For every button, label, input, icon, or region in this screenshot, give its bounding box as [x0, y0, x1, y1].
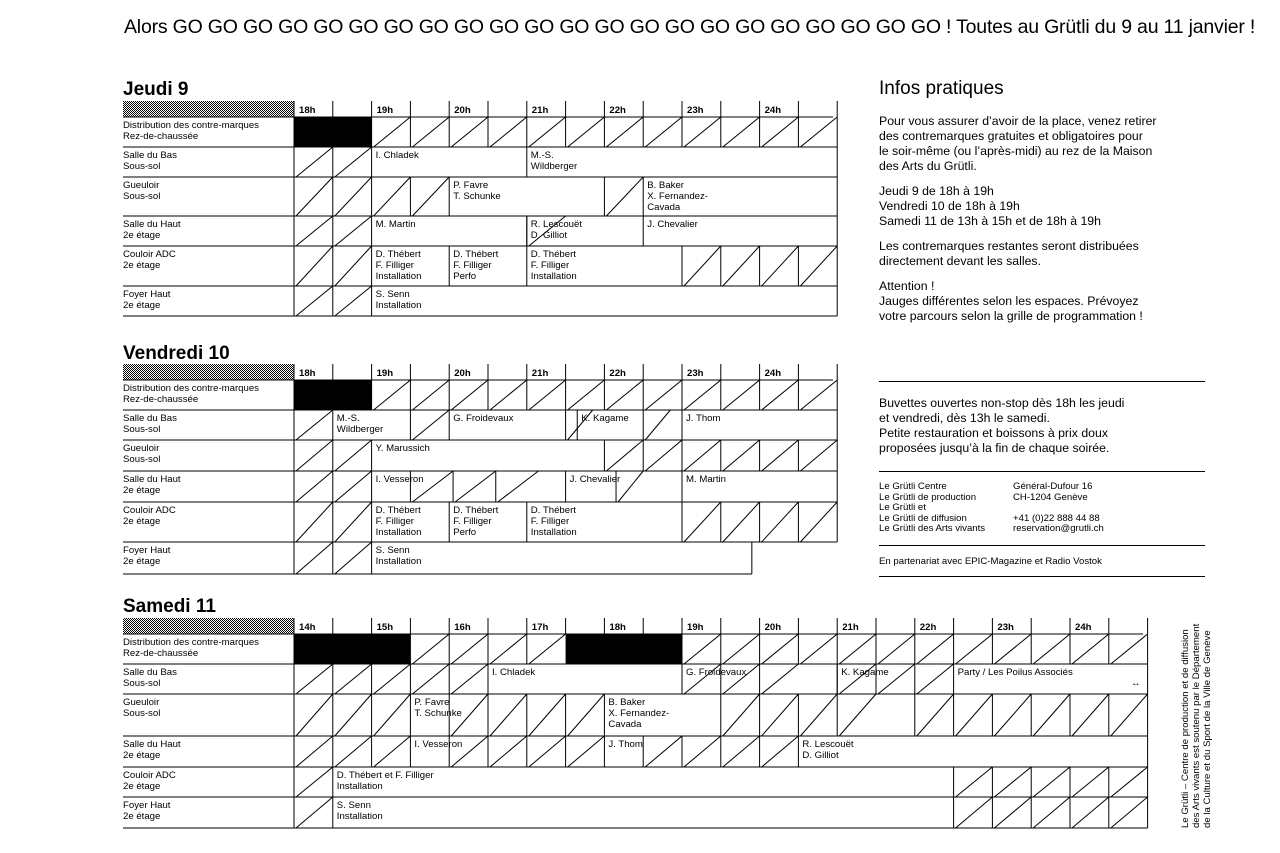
room-label: Sous-sol — [123, 454, 161, 465]
event-label: Perfo — [453, 527, 477, 538]
hour-label: 14h — [299, 622, 316, 633]
hour-label: 16h — [454, 622, 471, 633]
room-label: Couloir ADC — [123, 770, 176, 781]
arrow-icon: ↔ — [1131, 678, 1141, 689]
hour-label: 22h — [919, 622, 937, 633]
event-label: F. Filliger — [453, 260, 492, 271]
event-label: Wildberger — [530, 161, 578, 172]
room-label: Distribution des contre-marques — [123, 120, 259, 131]
hour-label: 17h — [531, 622, 549, 633]
schedule-grid-vendredi — [123, 364, 837, 574]
infos-title: Infos pratiques — [879, 78, 1004, 99]
event-label: G. Froidevaux — [686, 667, 747, 678]
header-dotted-band — [123, 101, 294, 117]
room-label: Salle du Haut — [123, 219, 181, 230]
distribution-block — [294, 634, 410, 664]
room-label: Distribution des contre-marques — [123, 637, 259, 648]
room-label: Sous-sol — [123, 708, 161, 719]
hour-label: 19h — [376, 368, 394, 379]
divider — [879, 381, 1205, 382]
room-label: 2e étage — [123, 485, 161, 496]
event-label: Installation — [336, 811, 383, 822]
contact-address: Général-Dufour 16 CH-1204 Genève +41 (0)22 888 44 88 reservation@grutli.ch — [1013, 481, 1104, 534]
event-label: F. Filliger — [453, 516, 492, 527]
event-label: T. Schunke — [414, 708, 462, 719]
event-label: Cavada — [608, 719, 642, 730]
contact-names: Le Grütli Centre Le Grütli de production Le Grütli et Le Grütli de diffusion Le Grütli des Arts vivants — [879, 481, 986, 534]
hour-label: 15h — [376, 622, 394, 633]
hour-label: 19h — [687, 622, 704, 633]
event-label: D. Thébert — [453, 505, 499, 516]
event-label: B. Baker — [647, 180, 684, 191]
room-label: 2e étage — [123, 230, 161, 241]
event-label: Installation — [530, 527, 577, 538]
event-label: D. Gilliot — [530, 230, 568, 241]
room-label: Foyer Haut — [123, 289, 171, 300]
room-label: Foyer Haut — [123, 545, 171, 556]
event-label: J. Chevalier — [569, 474, 621, 485]
event-label: D. Thébert — [453, 249, 499, 260]
room-label: Salle du Haut — [123, 474, 181, 485]
event-label: K. Kagame — [841, 667, 889, 678]
room-label: 2e étage — [123, 781, 161, 792]
schedule-grid-jeudi — [123, 101, 837, 316]
event-label: I. Vesseron — [414, 739, 463, 750]
event-label: G. Froidevaux — [453, 413, 514, 424]
hour-label: 20h — [454, 105, 471, 116]
room-label: Gueuloir — [123, 443, 160, 454]
hour-label: 22h — [609, 105, 626, 116]
event-label: B. Baker — [608, 697, 646, 708]
event-label: K. Kagame — [581, 413, 629, 424]
event-label: S. Senn — [375, 289, 410, 300]
event-label: Installation — [375, 271, 422, 282]
event-label: D. Gilliot — [802, 750, 839, 761]
event-label: F. Filliger — [375, 260, 414, 271]
hour-label: 20h — [454, 368, 471, 379]
hour-label: 21h — [531, 105, 549, 116]
hour-label: 24h — [764, 368, 782, 379]
hour-label: 23h — [687, 368, 704, 379]
schedule-grid-samedi — [123, 618, 1148, 828]
event-label: J. Thom — [608, 739, 643, 750]
hour-label: 24h — [1075, 622, 1092, 633]
infos-paragraph-1: Pour vous assurer d’avoir de la place, venez retirer des contremarques gratuites et obligatoires pour le soir-même (ou l’après-midi) au rez de la Maison des Arts du Grütli. — [879, 114, 1157, 173]
room-label: Salle du Bas — [123, 667, 177, 678]
infos-paragraph-3: Les contremarques restantes seront distribuées directement devant les salles. — [879, 239, 1139, 268]
hour-label: 23h — [997, 622, 1014, 633]
event-label: Y. Marussich — [375, 443, 430, 454]
room-label: Salle du Haut — [123, 739, 181, 750]
event-label: D. Thébert — [530, 505, 576, 516]
day-title-jeudi: Jeudi 9 — [123, 79, 189, 100]
room-label: Rez-de-chaussée — [123, 648, 199, 659]
distribution-block — [566, 634, 682, 664]
divider — [879, 471, 1205, 472]
event-label: Perfo — [453, 271, 477, 282]
room-label: Distribution des contre-marques — [123, 383, 259, 394]
event-label: R. Lescouët — [802, 739, 854, 750]
event-label: D. Thébert et F. Filliger — [336, 770, 434, 781]
infos-pratiques — [879, 78, 1209, 334]
event-label: X. Fernandez- — [608, 708, 670, 719]
hour-label: 18h — [299, 368, 316, 379]
event-label: Installation — [336, 781, 383, 792]
room-label: Gueuloir — [123, 697, 160, 708]
event-label: J. Thom — [686, 413, 721, 424]
room-label: 2e étage — [123, 556, 161, 567]
distribution-block — [294, 380, 372, 410]
hour-label: 21h — [531, 368, 549, 379]
hour-label: 20h — [764, 622, 782, 633]
event-label: F. Filliger — [530, 260, 570, 271]
hour-label: 23h — [687, 105, 704, 116]
event-label: Installation — [375, 527, 422, 538]
hour-label: 18h — [609, 622, 626, 633]
event-label: Wildberger — [336, 424, 384, 435]
support-note-vertical: Le Grütli – Centre de production et de diffusion des Arts vivants est soutenu par le Département de la Culture et du Sport de la Ville de Genève — [1180, 623, 1213, 828]
event-label: M.-S. — [530, 150, 554, 161]
event-label: T. Schunke — [453, 191, 501, 202]
event-label: I. Chladek — [492, 667, 536, 678]
event-label: Party / Les Poilus Associés — [957, 667, 1073, 678]
hour-label: 22h — [609, 368, 626, 379]
room-label: Sous-sol — [123, 424, 161, 435]
room-label: Salle du Bas — [123, 150, 177, 161]
divider — [879, 576, 1205, 577]
hour-label: 24h — [764, 105, 782, 116]
event-label: F. Filliger — [530, 516, 570, 527]
event-label: I. Vesseron — [375, 474, 424, 485]
event-label: P. Favre — [414, 697, 450, 708]
room-label: Couloir ADC — [123, 505, 176, 516]
event-label: M.-S. — [336, 413, 360, 424]
room-label: Sous-sol — [123, 161, 161, 172]
divider — [879, 545, 1205, 546]
event-label: Installation — [375, 556, 422, 567]
room-label: Salle du Bas — [123, 413, 177, 424]
event-label: S. Senn — [375, 545, 410, 556]
event-label: R. Lescouët — [530, 219, 583, 230]
event-label: D. Thébert — [375, 249, 421, 260]
event-label: Installation — [375, 300, 422, 311]
room-label: Foyer Haut — [123, 800, 171, 811]
room-label: 2e étage — [123, 811, 161, 822]
event-label: M. Martin — [686, 474, 726, 485]
room-label: 2e étage — [123, 260, 161, 271]
day-title-vendredi: Vendredi 10 — [123, 343, 230, 364]
headline: Alors GO GO GO GO GO GO GO GO GO GO GO GO GO GO GO GO GO GO GO GO GO GO ! Toutes au Grütli du 9 au 11 janvier ! — [124, 16, 1256, 38]
event-label: X. Fernandez- — [647, 191, 708, 202]
partners-text: En partenariat avec EPIC-Magazine et Radio Vostok — [879, 556, 1102, 567]
event-label: S. Senn — [336, 800, 371, 811]
event-label: Cavada — [647, 202, 681, 213]
infos-paragraph-4: Attention ! Jauges différentes selon les espaces. Prévoyez votre parcours selon la grille de programmation ! — [879, 279, 1143, 323]
room-label: Sous-sol — [123, 191, 161, 202]
event-label: M. Martin — [375, 219, 416, 230]
room-label: 2e étage — [123, 516, 161, 527]
room-label: 2e étage — [123, 300, 161, 311]
header-dotted-band — [123, 618, 294, 634]
buvettes-text: Buvettes ouvertes non-stop dès 18h les jeudi et vendredi, dès 13h le samedi. Petite restauration et boissons à prix doux proposées jusqu’à la fin de chaque soirée. — [879, 396, 1125, 455]
hour-label: 19h — [376, 105, 394, 116]
infos-paragraph-2: Jeudi 9 de 18h à 19h Vendredi 10 de 18h à 19h Samedi 11 de 13h à 15h et de 18h à 19h — [879, 184, 1101, 228]
hour-label: 21h — [842, 622, 859, 633]
day-title-samedi: Samedi 11 — [123, 596, 216, 617]
room-label: Rez-de-chaussée — [123, 394, 199, 405]
event-label: D. Thébert — [530, 249, 576, 260]
room-label: 2e étage — [123, 750, 161, 761]
event-label: F. Filliger — [375, 516, 414, 527]
hour-label: 18h — [299, 105, 316, 116]
distribution-block — [294, 117, 372, 147]
room-label: Gueuloir — [123, 180, 160, 191]
event-label: P. Favre — [453, 180, 489, 191]
room-label: Rez-de-chaussée — [123, 131, 199, 142]
room-label: Sous-sol — [123, 678, 161, 689]
event-label: I. Chladek — [375, 150, 419, 161]
event-label: D. Thébert — [375, 505, 421, 516]
header-dotted-band — [123, 364, 294, 380]
room-label: Couloir ADC — [123, 249, 176, 260]
event-label: Installation — [530, 271, 577, 282]
event-label: J. Chevalier — [647, 219, 698, 230]
